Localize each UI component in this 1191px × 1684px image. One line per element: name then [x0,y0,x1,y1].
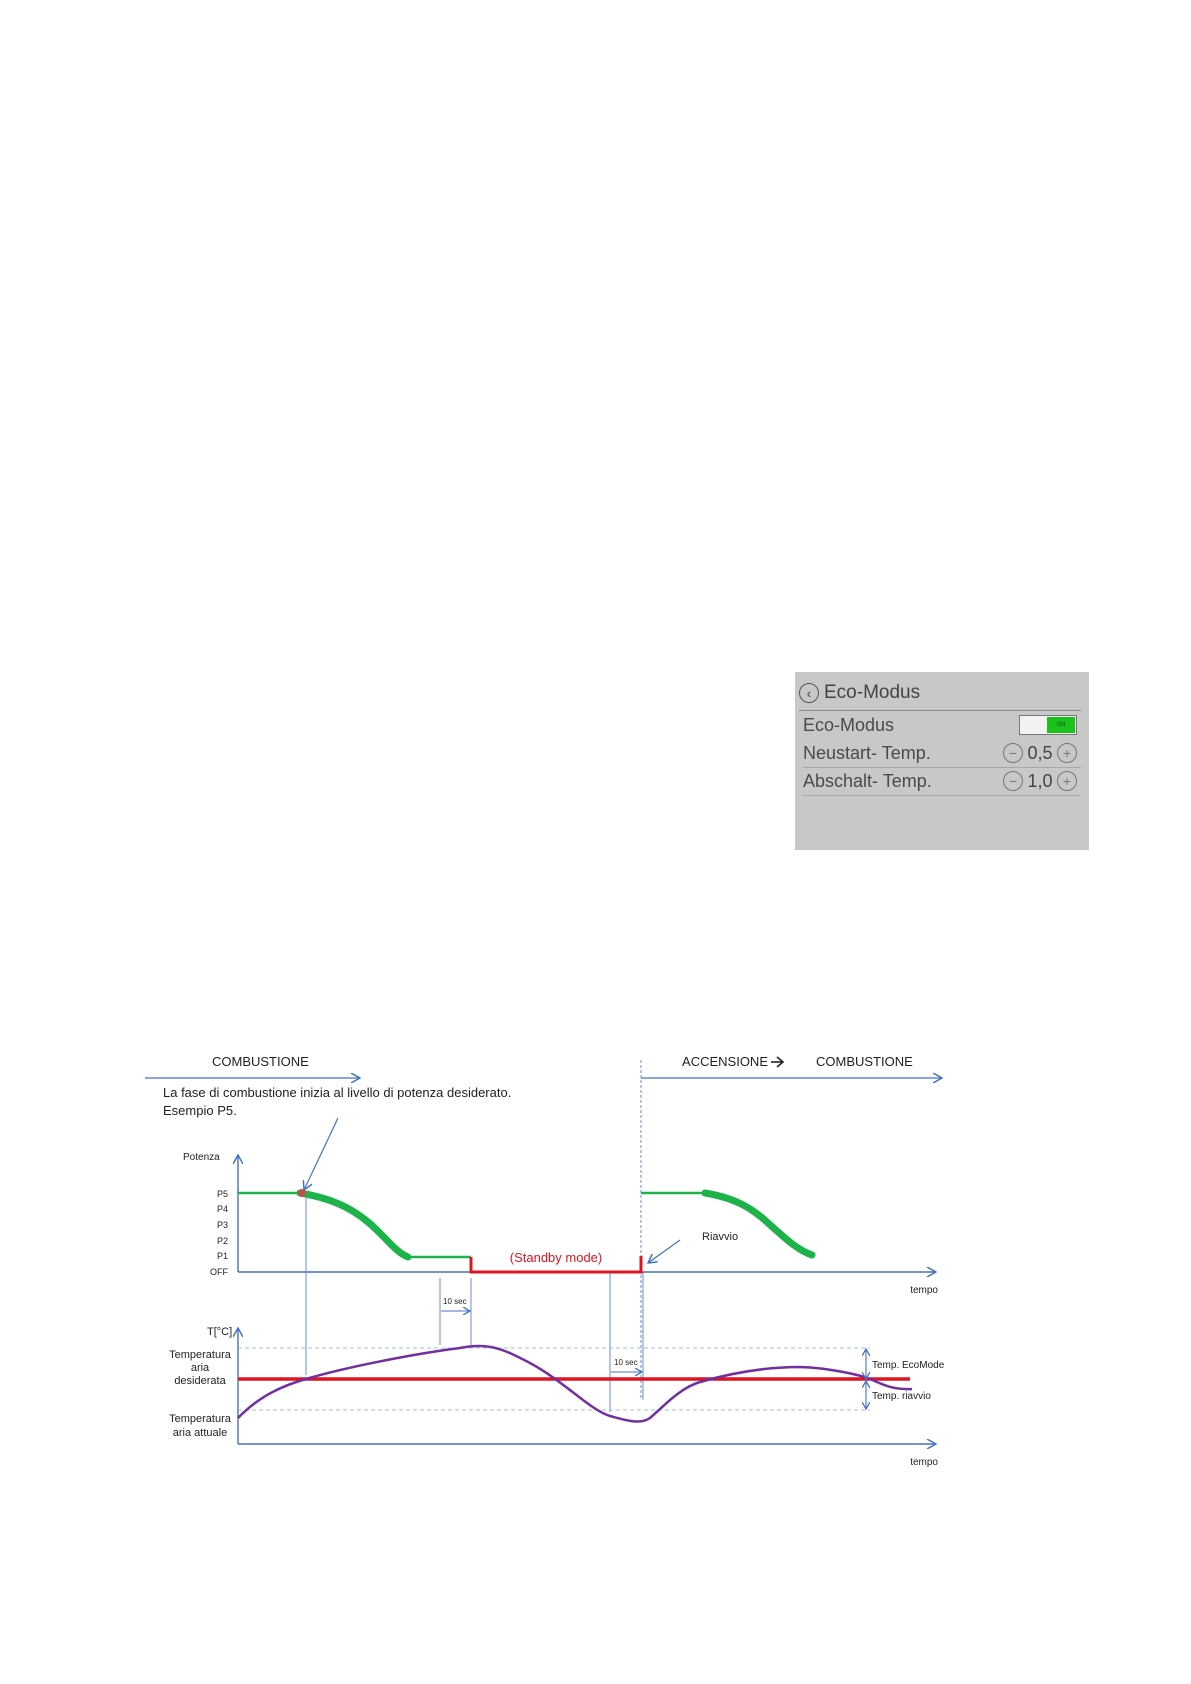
power-level-p1: P1 [216,1251,228,1261]
phase-right-label-b: COMBUSTIONE [816,1054,913,1069]
start-point-marker [298,1189,306,1197]
eco-panel-title: Eco-Modus [824,682,921,703]
power-axis-label: Potenza [183,1152,220,1163]
actual-temp-label-2: aria attuale [172,1427,228,1439]
plus-icon[interactable]: + [1057,743,1077,763]
power-level-p2: P2 [216,1236,228,1246]
delay-label-1: 10 sec [443,1297,467,1306]
delay-label-2: 10 sec [614,1358,638,1367]
abschalt-temp-label: Abschalt- Temp. [803,770,932,791]
chevron-left-icon[interactable]: ‹ [799,683,819,703]
power-level-p5: P5 [216,1189,228,1199]
eco-band-label: Temp. EcoMode [872,1360,945,1371]
note-line-2: Esempio P5. [163,1103,237,1118]
phase-left-label: COMBUSTIONE [212,1054,309,1069]
power-level-p3: P3 [216,1220,228,1230]
restart-label: Riavvio [702,1231,739,1243]
neustart-temp-value: 0,5 [1027,742,1053,763]
time-label-top: tempo [910,1285,938,1296]
desired-temp-label-3: desiderata [174,1375,226,1387]
minus-icon[interactable]: − [1003,771,1023,791]
phase-right-label-a: ACCENSIONE [682,1054,768,1069]
power-level-off: OFF [210,1267,228,1277]
plus-icon[interactable]: + [1057,771,1077,791]
eco-modus-label: Eco-Modus [803,714,895,735]
time-label-bottom: tempo [910,1457,938,1468]
desired-temp-label-1: Temperatura [169,1349,231,1361]
note-line-1: La fase di combustione inizia al livello di potenza desiderato. [163,1085,512,1100]
restart-pointer-arrow [648,1240,680,1263]
power-curve-modulation [300,1193,408,1257]
toggle-on-indicator: ON [1047,717,1075,733]
desired-temp-label-2: aria [190,1362,210,1374]
temperature-axis-label: T[°C] [207,1326,233,1338]
power-curve-restart-modulation [705,1193,812,1255]
abschalt-temp-value: 1,0 [1027,770,1053,791]
note-pointer-arrow [304,1118,338,1190]
actual-temp-label-1: Temperatura [169,1413,231,1425]
restart-band-label: Temp. riavvio [872,1391,931,1402]
power-level-p4: P4 [216,1204,228,1214]
standby-label: (Standby mode) [509,1250,603,1265]
neustart-temp-label: Neustart- Temp. [803,742,931,763]
minus-icon[interactable]: − [1003,743,1023,763]
